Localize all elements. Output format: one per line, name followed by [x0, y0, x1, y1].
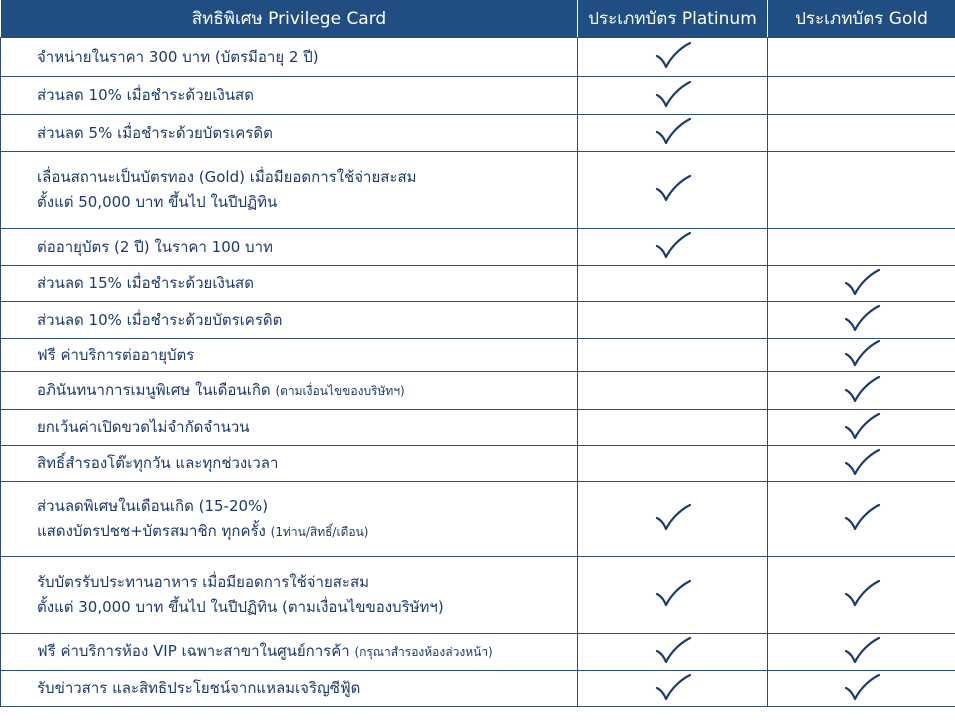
privilege-note: (1ท่าน/สิทธิ์/เดือน) [270, 524, 369, 539]
platinum-cell [578, 482, 768, 557]
privilege-text: เลื่อนสถานะเป็นบัตรทอง (Gold) เมื่อมียอดการใช้จ่ายสะสม [37, 168, 417, 186]
check-icon [843, 268, 881, 296]
privilege-text: ส่วนลดพิเศษในเดือนเกิด (15-20%) [37, 496, 269, 515]
privilege-cell [1, 77, 578, 115]
platinum-cell [578, 446, 768, 482]
check-icon [654, 673, 692, 701]
gold-cell [768, 38, 955, 77]
header-platinum: ประเภทบัตร Platinum [578, 0, 768, 38]
privilege-text: ฟรี ค่าบริการห้อง VIP เฉพาะสาขาในศูนย์การค้า [37, 642, 350, 660]
check-icon [654, 503, 692, 531]
check-icon [654, 41, 692, 69]
table-row [1, 557, 955, 634]
table-row [1, 152, 955, 229]
gold-cell [768, 557, 955, 634]
check-icon [843, 304, 881, 332]
privilege-cell [1, 266, 578, 302]
privilege-text: ส่วนลด 5% เมื่อชำระด้วยบัตรเครดิต [37, 123, 273, 142]
platinum-cell [578, 302, 768, 339]
check-icon [843, 339, 881, 367]
privilege-text: รับข่าวสาร และสิทธิประโยชน์จากแหลมเจริญซีฟู้ด [37, 679, 361, 697]
table-row [1, 634, 955, 671]
privilege-text: จำหน่ายในราคา 300 บาท (บัตรมีอายุ 2 ปี) [37, 47, 319, 66]
platinum-cell [578, 339, 768, 372]
platinum-cell [578, 115, 768, 152]
gold-cell [768, 302, 955, 339]
platinum-cell [578, 152, 768, 229]
privilege-cell [1, 557, 578, 634]
gold-cell [768, 115, 955, 152]
privilege-text: สิทธิ์สำรองโต๊ะทุกวัน และทุกช่วงเวลา [37, 454, 279, 472]
gold-cell [768, 266, 955, 302]
platinum-cell [578, 634, 768, 671]
header-row [1, 0, 955, 38]
table-row [1, 339, 955, 372]
privilege-cell [1, 372, 578, 410]
gold-cell [768, 410, 955, 446]
check-icon [654, 231, 692, 259]
privilege-text-line2: ตั้งแต่ 30,000 บาท ขึ้นไป ในปีปฏิทิน (ตามเงื่อนไขของบริษัทฯ) [37, 598, 444, 616]
table-row [1, 229, 955, 266]
platinum-cell [578, 77, 768, 115]
platinum-cell [578, 557, 768, 634]
gold-cell [768, 77, 955, 115]
privilege-text: ต่ออายุบัตร (2 ปี) ในราคา 100 บาท [37, 237, 273, 256]
table-row [1, 410, 955, 446]
privilege-cell [1, 410, 578, 446]
platinum-cell [578, 38, 768, 77]
privilege-text-line2: ตั้งแต่ 50,000 บาท ขึ้นไป ในปีปฏิทิน [37, 193, 278, 211]
privilege-cell [1, 152, 578, 229]
gold-cell [768, 339, 955, 372]
check-icon [843, 448, 881, 476]
table-row [1, 302, 955, 339]
platinum-cell [578, 410, 768, 446]
privilege-note: (กรุณาสำรองห้องล่วงหน้า) [354, 645, 493, 659]
header-gold: ประเภทบัตร Gold [768, 0, 955, 38]
privilege-text: ส่วนลด 15% เมื่อชำระด้วยเงินสด [37, 274, 254, 292]
check-icon [654, 117, 692, 145]
privilege-note: (ตามเงื่อนไขของบริษัทฯ) [275, 383, 405, 398]
privilege-cell [1, 634, 578, 671]
privilege-text: ส่วนลด 10% เมื่อชำระด้วยบัตรเครดิต [37, 310, 283, 329]
table-row [1, 446, 955, 482]
privilege-text-line2: แสดงบัตรปชช+บัตรสมาชิก ทุกครั้ง [37, 521, 266, 540]
table-row [1, 77, 955, 115]
gold-cell [768, 482, 955, 557]
check-icon [654, 174, 692, 202]
platinum-cell [578, 229, 768, 266]
privilege-cell [1, 671, 578, 707]
privilege-cell [1, 115, 578, 152]
table-row [1, 115, 955, 152]
privilege-text: ฟรี ค่าบริการต่ออายุบัตร [37, 345, 195, 364]
check-icon [654, 636, 692, 664]
privilege-cell [1, 302, 578, 339]
table-row [1, 482, 955, 557]
table-row [1, 671, 955, 707]
platinum-cell [578, 372, 768, 410]
table-row [1, 38, 955, 77]
check-icon [843, 375, 881, 403]
platinum-cell [578, 671, 768, 707]
privilege-cell [1, 482, 578, 557]
check-icon [843, 673, 881, 701]
check-icon [843, 579, 881, 607]
check-icon [654, 579, 692, 607]
gold-cell [768, 229, 955, 266]
header-privilege: สิทธิพิเศษ Privilege Card [1, 0, 578, 38]
check-icon [843, 636, 881, 664]
privilege-text: ยกเว้นค่าเปิดขวดไม่จำกัดจำนวน [37, 418, 250, 436]
check-icon [843, 503, 881, 531]
gold-cell [768, 671, 955, 707]
gold-cell [768, 152, 955, 229]
gold-cell [768, 372, 955, 410]
table-body [1, 38, 955, 707]
gold-cell [768, 634, 955, 671]
privilege-cell [1, 229, 578, 266]
check-icon [654, 80, 692, 108]
privilege-text: อภินันทนาการเมนูพิเศษ ในเดือนเกิด [37, 380, 271, 399]
privilege-cell [1, 38, 578, 77]
platinum-cell [578, 266, 768, 302]
privilege-cell [1, 339, 578, 372]
table-row [1, 372, 955, 410]
check-icon [843, 412, 881, 440]
gold-cell [768, 446, 955, 482]
privilege-text: ส่วนลด 10% เมื่อชำระด้วยเงินสด [37, 86, 254, 104]
table-row [1, 266, 955, 302]
privilege-cell [1, 446, 578, 482]
privilege-text: รับบัตรรับประทานอาหาร เมื่อมียอดการใช้จ่ายสะสม [37, 573, 370, 591]
